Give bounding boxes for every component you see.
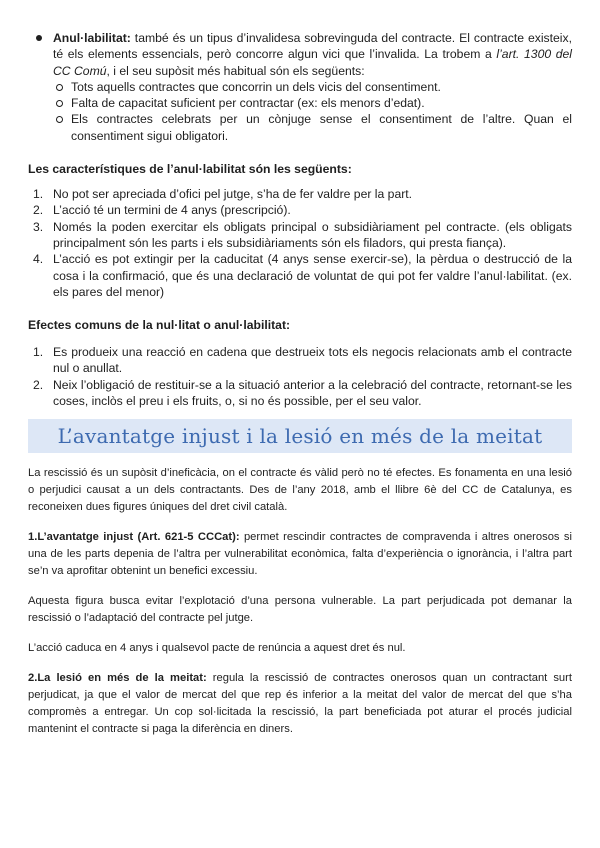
circle-bullet-icon [56, 84, 63, 91]
vulnerable-paragraph: Aquesta figura busca evitar l’explotació d’una persona vulnerable. La part perjudicada pot demanar la rescissió o l’adaptació del contracte pel jutge. [28, 595, 572, 625]
lesio-text: regula la rescissió de contractes onerosos quan un contractant surt perjudicat, ja que el valor de mercat del que rep és inferior a la meitat del valor de mercat del que s’ha compromès a entregar. Un cop sol·licitada la rescissió, la part beneficiada pot aturar el procés judicial mantenint el contracte si paga la diferència en diners. [28, 672, 572, 736]
item-text: Neix l’obligació de restituir-se a la situació anterior a la celebració del contracte, retornant-se les coses, inclòs el preu i els fruits, o, si no és possible, per el seu valor. [53, 377, 572, 409]
item-text: Es produeix una reacció en cadena que destrueix tots els negocis relacionats amb el contracte nul o anullat. [53, 345, 572, 376]
list-item [28, 202, 572, 218]
intro-ref: l’art. 1300 del CC Comú [53, 47, 572, 78]
item-text: No pot ser apreciada d’ofici pel jutge, s’ha de fer valdre per la part. [53, 187, 413, 202]
document-page [28, 30, 572, 738]
anullabilitat-sublist [28, 79, 572, 144]
anullabilitat-bullet [28, 30, 572, 79]
item-number: 2. [33, 203, 44, 218]
intro-text-b: , i el seu supòsit més habitual són els següents: [106, 63, 365, 78]
avantatge-injust-term: 1.L’avantatge injust (Art. 621-5 CCCat): [28, 531, 240, 544]
sub-item-text: Falta de capacitat suficient per contractar (ex: els menors d’edat). [71, 96, 425, 111]
lesio-term: 2.La lesió en més de la meitat: [28, 672, 207, 685]
effects-heading: Efectes comuns de la nul·litat o anul·labilitat: [28, 318, 291, 333]
intro-text-a: també és un tipus d’invalidesa sobrevinguda del contracte. El contracte existeix, té els elements essencials, però concorre algun vici que l’invalida. La trobem a [53, 31, 572, 62]
item-text: L’acció es pot extingir per la caducitat (4 anys sense exercir-se), la pèrdua o destrucció de la cosa i la confirmació, que és una declaració de voluntat de qui pot fer valdre l’anul·labilitat. (ex. els pares del menor) [53, 252, 572, 299]
item-text: Només la poden exercitar els obligats principal o subsidiàriament pel contracte. (els obligats principalment són les parts i els subsidiàriaments són els filadors, qui presta fiança). [53, 219, 572, 250]
caducitat-paragraph: L’acció caduca en 4 anys i qualsevol pacte de renúncia a aquest dret és nul. [28, 642, 406, 655]
item-number: 4. [33, 252, 44, 267]
list-item [28, 251, 572, 300]
effects-list [28, 344, 572, 409]
anullabilitat-paragraph [53, 30, 572, 79]
list-item [28, 377, 572, 410]
bullet-dot-icon [36, 35, 42, 41]
item-number: 1. [33, 345, 44, 360]
rescission-paragraph: La rescissió és un supòsit d’ineficàcia, on el contracte és vàlid però no té efectes. Es fonamenta en una lesió o perjudici causat a un dels contractants. Des de l’any 2018, amb el llibre 6è del CC de Catalunya, es reconeixen dues figures úniques del dret civil català. [28, 467, 572, 514]
section-title-band [28, 419, 572, 453]
sub-list-item [53, 79, 572, 95]
sub-list-item [53, 111, 572, 144]
circle-bullet-icon [56, 116, 63, 123]
avantatge-injust-text: permet rescindir contractes de compravenda i altres onerosos si una de les parts depenia de l’altra per vulnerabilitat econòmica, falta d’experiència o ignorància, i l’altra part se’n va aprofitar obtenint un benefici excessiu. [28, 531, 572, 578]
list-item [28, 219, 572, 252]
list-item [28, 186, 572, 202]
sub-item-text: Els contractes celebrats per un cònjuge sense el consentiment de l’altre. Quan el consentiment sigui obligatori. [71, 112, 572, 143]
characteristics-list [28, 186, 572, 300]
circle-bullet-icon [56, 100, 63, 107]
avantatge-injust-paragraph [28, 529, 572, 580]
item-number: 3. [33, 219, 44, 234]
sub-item-text: Tots aquells contractes que concorrin un dels vicis del consentiment. [71, 79, 441, 94]
section-title: L’avantatge injust i la lesió en més de la meitat [57, 424, 543, 449]
lesio-paragraph [28, 670, 572, 738]
list-item [28, 344, 572, 377]
item-text: L’acció té un termini de 4 anys (prescripció). [53, 203, 291, 218]
anullabilitat-term: Anul·labilitat: [53, 31, 131, 45]
sub-list-item [53, 95, 572, 111]
characteristics-heading: Les característiques de l’anul·labilitat són les següents: [28, 162, 352, 177]
item-number: 1. [33, 187, 44, 202]
item-number: 2. [33, 377, 44, 392]
